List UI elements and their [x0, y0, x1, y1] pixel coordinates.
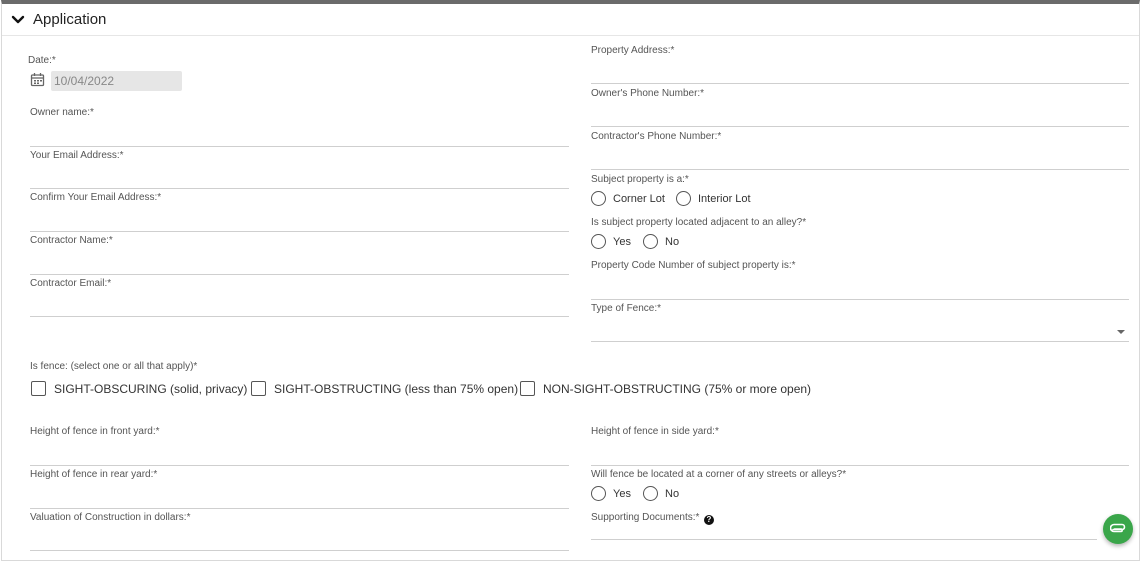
contractor-phone-input[interactable]	[591, 148, 1129, 168]
fence-type-select[interactable]	[591, 320, 1129, 340]
contractor-name-underline	[30, 274, 569, 275]
corner-no-radio[interactable]	[643, 486, 658, 501]
owner-phone-input[interactable]	[591, 105, 1129, 125]
corner-yes-radio[interactable]	[591, 486, 606, 501]
non-sight-obstructing-label: NON-SIGHT-OBSTRUCTING (75% or more open)	[543, 382, 812, 396]
property-code-label: Property Code Number of subject property is:*	[591, 260, 796, 271]
paperclip-icon	[1110, 521, 1126, 537]
corner-no-label: No	[665, 488, 680, 500]
alley-yes-radio[interactable]	[591, 234, 606, 249]
section-title: Application	[33, 11, 107, 28]
owner-name-label: Owner name:*	[30, 107, 94, 118]
attach-file-button[interactable]	[1103, 514, 1133, 544]
contractor-phone-label: Contractor's Phone Number:*	[591, 131, 722, 142]
sight-obstructing-label: SIGHT-OBSTRUCTING (less than 75% open)	[274, 382, 519, 396]
email-underline	[30, 188, 569, 189]
rear-yard-label: Height of fence in rear yard:*	[30, 469, 158, 480]
front-yard-label: Height of fence in front yard:*	[30, 426, 160, 437]
contractor-name-input[interactable]	[30, 252, 569, 272]
confirm-email-label: Confirm Your Email Address:*	[30, 192, 162, 203]
fence-type-underline	[591, 341, 1129, 342]
email-label: Your Email Address:*	[30, 150, 124, 161]
property-code-input[interactable]	[591, 277, 1129, 297]
rear-yard-underline	[30, 508, 569, 509]
contractor-email-underline	[30, 316, 569, 317]
chevron-down-icon[interactable]	[10, 12, 26, 28]
property-address-label: Property Address:*	[591, 45, 675, 56]
confirm-email-underline	[30, 231, 569, 232]
non-sight-obstructing-checkbox[interactable]	[520, 381, 535, 396]
question-circle-icon[interactable]: ?	[704, 515, 714, 525]
valuation-underline	[30, 550, 569, 551]
documents-underline	[591, 539, 1097, 540]
section-header[interactable]	[2, 4, 1139, 36]
side-yard-label: Height of fence in side yard:*	[591, 426, 719, 437]
interior-lot-radio[interactable]	[676, 191, 691, 206]
property-address-underline	[591, 83, 1129, 84]
valuation-label: Valuation of Construction in dollars:*	[30, 512, 191, 523]
sight-obstructing-checkbox[interactable]	[251, 381, 266, 396]
documents-label: Supporting Documents:*	[591, 512, 700, 523]
property-code-underline	[591, 299, 1129, 300]
corner-label: Will fence be located at a corner of any streets or alleys?*	[591, 469, 847, 480]
front-yard-input[interactable]	[30, 443, 569, 463]
corner-yes-label: Yes	[613, 488, 631, 500]
contractor-email-input[interactable]	[30, 295, 569, 315]
alley-label: Is subject property located adjacent to an alley?*	[591, 217, 807, 228]
subject-property-label: Subject property is a:*	[591, 174, 689, 185]
property-address-input[interactable]	[591, 62, 1129, 82]
owner-phone-label: Owner's Phone Number:*	[591, 88, 705, 99]
valuation-input[interactable]	[30, 529, 569, 549]
caret-down-icon[interactable]	[1117, 330, 1125, 334]
corner-lot-label: Corner Lot	[613, 193, 665, 205]
fence-type-label: Type of Fence:*	[591, 303, 662, 314]
owner-name-underline	[30, 146, 569, 147]
front-yard-underline	[30, 465, 569, 466]
side-yard-underline	[591, 465, 1129, 466]
owner-name-input[interactable]	[30, 124, 569, 144]
contractor-name-label: Contractor Name:*	[30, 235, 113, 246]
contractor-phone-underline	[591, 169, 1129, 170]
interior-lot-label: Interior Lot	[698, 193, 751, 205]
contractor-email-label: Contractor Email:*	[30, 278, 112, 289]
alley-yes-label: Yes	[613, 236, 631, 248]
calendar-icon[interactable]	[30, 72, 45, 87]
alley-no-radio[interactable]	[643, 234, 658, 249]
side-yard-input[interactable]	[591, 443, 1129, 463]
rear-yard-input[interactable]	[30, 486, 569, 506]
fence-kind-label: Is fence: (select one or all that apply)*	[30, 361, 198, 372]
confirm-email-input[interactable]	[30, 209, 569, 229]
alley-no-label: No	[665, 236, 680, 248]
owner-phone-underline	[591, 126, 1129, 127]
email-input[interactable]	[30, 167, 569, 187]
sight-obscuring-label: SIGHT-OBSCURING (solid, privacy)	[54, 382, 248, 396]
date-field[interactable]: 10/04/2022	[51, 71, 182, 91]
application-panel	[1, 0, 1140, 561]
date-label: Date:*	[28, 55, 56, 66]
sight-obscuring-checkbox[interactable]	[31, 381, 46, 396]
corner-lot-radio[interactable]	[591, 191, 606, 206]
